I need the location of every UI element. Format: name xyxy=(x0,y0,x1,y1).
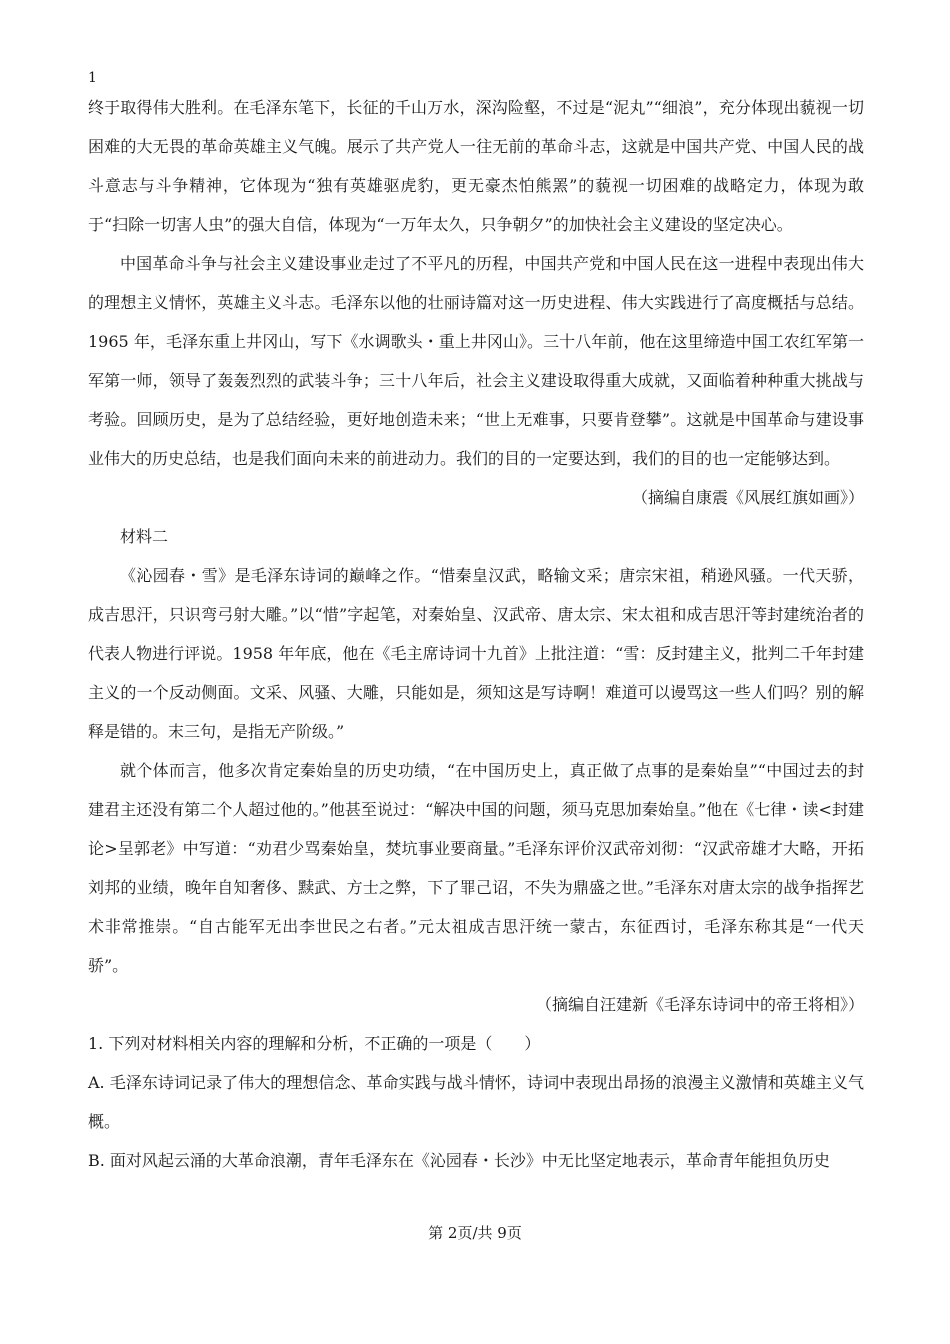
question-stem: 1. 下列对材料相关内容的理解和分析，不正确的一项是（ ） xyxy=(88,1034,541,1053)
source-citation-2: （摘编自汪建新《毛泽东诗词中的帝王将相》） xyxy=(535,995,864,1014)
paragraph-3: 《沁园春・雪》是毛泽东诗词的巅峰之作。“惜秦皇汉武，略输文采；唐宗宋祖，稍逊风骚。一代天骄，成吉思汗，只识弯弓射大雕。”以“惜”字起笔，对秦始皇、汉武帝、唐太宗、宋太祖和成吉思汗等封建统治者的代表人物进行评说。1958 年年底，他在《毛主席诗词十九首》上批注道：“雪：反封建主义，批判二千年封建主义的一个反动侧面。文采、风骚、大雕，只能如是，须知这是写诗啊！难道可以谩骂这一些人们吗？别的解释是错的。末三句，是指无产阶级。” xyxy=(88,566,864,741)
paragraph-1: 终于取得伟大胜利。在毛泽东笔下，长征的千山万水，深沟险壑，不过是“泥丸”“细浪”，充分体现出藐视一切困难的大无畏的革命英雄主义气魄。展示了共产党人一往无前的革命斗志，这就是中国共产党、中国人民的战斗意志与斗争精神，它体现为“独有英雄驱虎豹，更无豪杰怕熊罴”的藐视一切困难的战略定力，体现为敢于“扫除一切害人虫”的强大自信，体现为“一万年太久，只争朝夕”的加快社会主义建设的坚定决心。 xyxy=(88,98,864,234)
option-b: B. 面对风起云涌的大革命浪潮，青年毛泽东在《沁园春・长沙》中无比坚定地表示，革命青年能担负历史 xyxy=(88,1151,830,1170)
option-a: A. 毛泽东诗词记录了伟大的理想信念、革命实践与战斗情怀，诗词中表现出昂扬的浪漫主义激情和英雄主义气概。 xyxy=(88,1073,864,1131)
source-citation-1: （摘编自康震《风展红旗如画》） xyxy=(631,488,864,507)
page-marker: 1 xyxy=(88,70,97,86)
paragraph-4: 就个体而言，他多次肯定秦始皇的历史功绩，“在中国历史上，真正做了点事的是秦始皇”“中国过去的封建君主还没有第二个人超过他的。”他甚至说过：“解决中国的问题，须马克思加秦始皇。”他在《七律・读<封建论>呈郭老》中写道：“劝君少骂秦始皇，焚坑事业要商量。”毛泽东评价汉武帝刘彻：“汉武帝雄才大略，开拓刘邦的业绩，晚年自知奢侈、黩武、方士之弊，下了罪己诏，不失为鼎盛之世。”毛泽东对唐太宗的战争指挥艺术非常推崇。“自古能军无出李世民之右者。”元太祖成吉思汗统一蒙古，东征西讨，毛泽东称其是“一代天骄”。 xyxy=(88,761,864,975)
section-heading: 材料二 xyxy=(120,527,169,546)
page-footer: 第 2页/共 9页 xyxy=(428,1224,522,1242)
document-body xyxy=(88,88,864,1180)
paragraph-2: 中国革命斗争与社会主义建设事业走过了不平凡的历程，中国共产党和中国人民在这一进程中表现出伟大的理想主义情怀，英雄主义斗志。毛泽东以他的壮丽诗篇对这一历史进程、伟大实践进行了高度概括与总结。1965 年，毛泽东重上井冈山，写下《水调歌头・重上井冈山》。三十八年前，他在这里缔造中国工农红军第一军第一师，领导了轰轰烈烈的武装斗争；三十八年后，社会主义建设取得重大成就，又面临着种种重大挑战与考验。回顾历史，是为了总结经验，更好地创造未来；“世上无难事，只要肯登攀”。这就是中国革命与建设事业伟大的历史总结，也是我们面向未来的前进动力。我们的目的一定要达到，我们的目的也一定能够达到。 xyxy=(88,254,864,468)
